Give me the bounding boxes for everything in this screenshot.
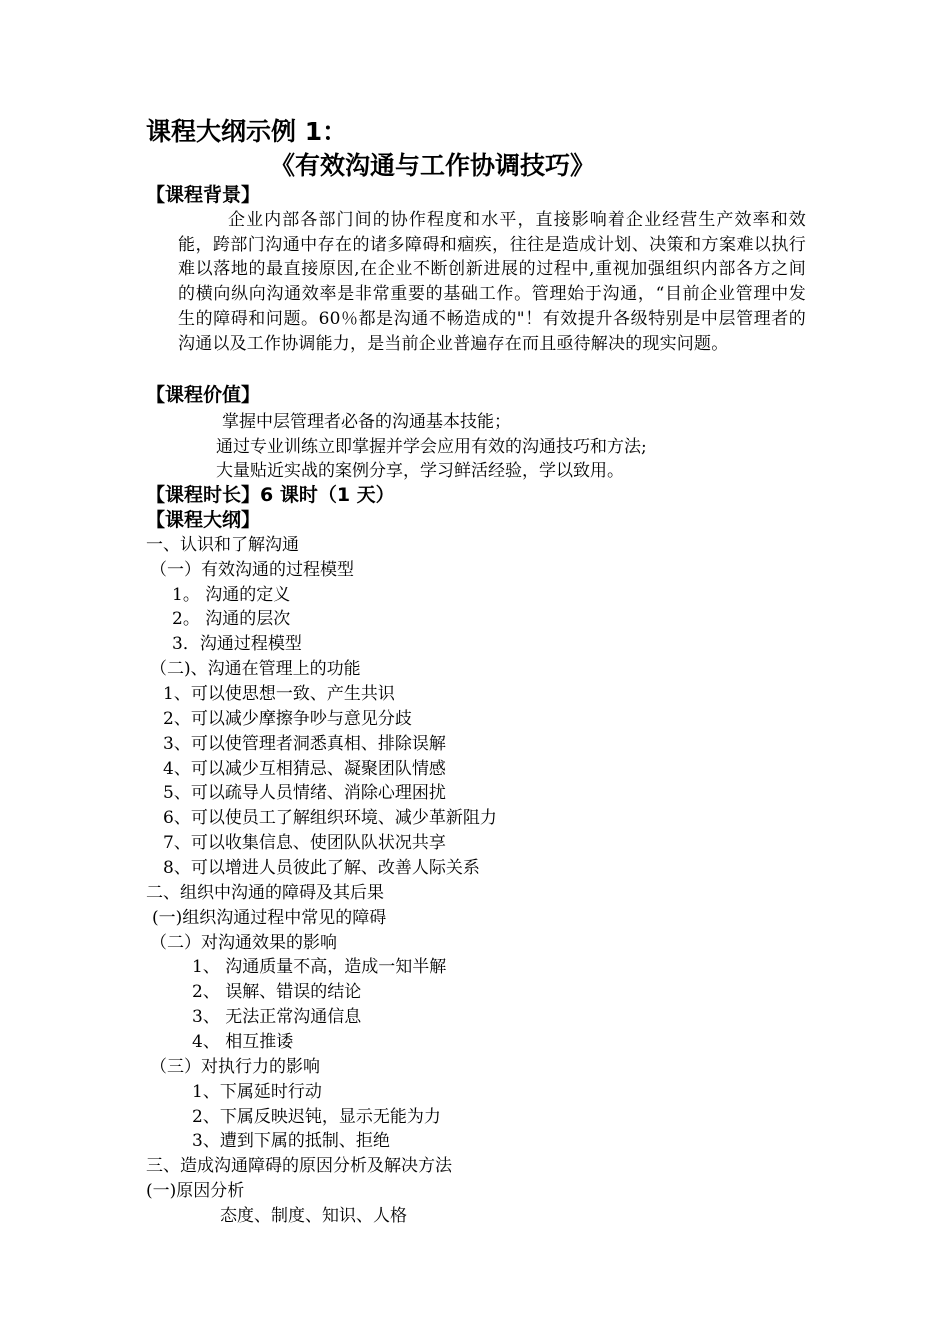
- outline-line: 4、 相互推诿: [192, 1032, 294, 1052]
- section-heading-background: 【课程背景】: [146, 184, 261, 206]
- outline-line: 2、下属反映迟钝，显示无能为力: [192, 1107, 441, 1127]
- outline-line: （二）对沟通效果的影响: [150, 933, 337, 953]
- outline-line: 8、可以增进人员彼此了解、改善人际关系: [163, 858, 480, 878]
- outline-line: 二、组织中沟通的障碍及其后果: [146, 883, 384, 903]
- outline-line: 7、可以收集信息、使团队队状况共享: [163, 833, 446, 853]
- outline-line: 5、可以疏导人员情绪、消除心理困扰: [163, 783, 446, 803]
- outline-line: 三、造成沟通障碍的原因分析及解决方法: [146, 1156, 452, 1176]
- outline-line: 1、 沟通质量不高，造成一知半解: [192, 957, 447, 977]
- section-heading-duration: 【课程时长】6 课时（1 天）: [146, 484, 395, 506]
- outline-line: 3．沟通过程模型: [172, 634, 302, 654]
- outline-line: 2、 误解、错误的结论: [192, 982, 362, 1002]
- outline-line: 一、认识和了解沟通: [146, 535, 299, 555]
- outline-line: 3、遭到下属的抵制、拒绝: [192, 1131, 390, 1151]
- outline-line: 1、下属延时行动: [192, 1082, 322, 1102]
- outline-line: 3、可以使管理者洞悉真相、排除误解: [163, 734, 446, 754]
- outline-line: (一)组织沟通过程中常见的障碍: [152, 908, 387, 928]
- outline-line: 1。 沟通的定义: [172, 585, 291, 605]
- value-item-3: 大量贴近实战的案例分享，学习鲜活经验，学以致用。: [216, 461, 624, 481]
- outline-line: 2。 沟通的层次: [172, 609, 291, 629]
- outline-line: 态度、制度、知识、人格: [220, 1206, 407, 1226]
- outline-line: 2、可以减少摩擦争吵与意见分歧: [163, 709, 412, 729]
- section-heading-outline: 【课程大纲】: [146, 509, 261, 531]
- value-item-1: 掌握中层管理者必备的沟通基本技能；: [222, 412, 511, 432]
- outline-line: 6、可以使员工了解组织环境、减少革新阻力: [163, 808, 497, 828]
- outline-line: 3、 无法正常沟通信息: [192, 1007, 362, 1027]
- outline-line: 1、可以使思想一致、产生共识: [163, 684, 395, 704]
- course-title: 《有效沟通与工作协调技巧》: [270, 151, 596, 180]
- background-paragraph: 企业内部各部门间的协作程度和水平，直接影响着企业经营生产效率和效能，跨部门沟通中存在的诸多障碍和痼疾，往往是造成计划、决策和方案难以执行难以落地的最直接原因,在企业不断创新进展的过程中,重视加强组织内部各方之间的横向纵向沟通效率是非常重要的基础工作。管理始于沟通，“目前企业管理中发生的障碍和问题。60％都是沟通不畅造成的"！有效提升各级特别是中层管理者的沟通以及工作协调能力，是当前企业普遍存在而且亟待解决的现实问题。: [178, 210, 806, 354]
- outline-line: （三）对执行力的影响: [150, 1057, 320, 1077]
- outline-line: (一)原因分析: [146, 1181, 245, 1201]
- value-item-2: 通过专业训练立即掌握并学会应用有效的沟通技巧和方法;: [216, 437, 647, 457]
- title-line-1: 课程大纲示例 1：: [146, 117, 348, 146]
- outline-line: 4、可以减少互相猜忌、凝聚团队情感: [163, 759, 446, 779]
- outline-line: （二)、沟通在管理上的功能: [150, 659, 361, 679]
- section-heading-value: 【课程价值】: [146, 384, 261, 406]
- outline-line: （一）有效沟通的过程模型: [150, 560, 354, 580]
